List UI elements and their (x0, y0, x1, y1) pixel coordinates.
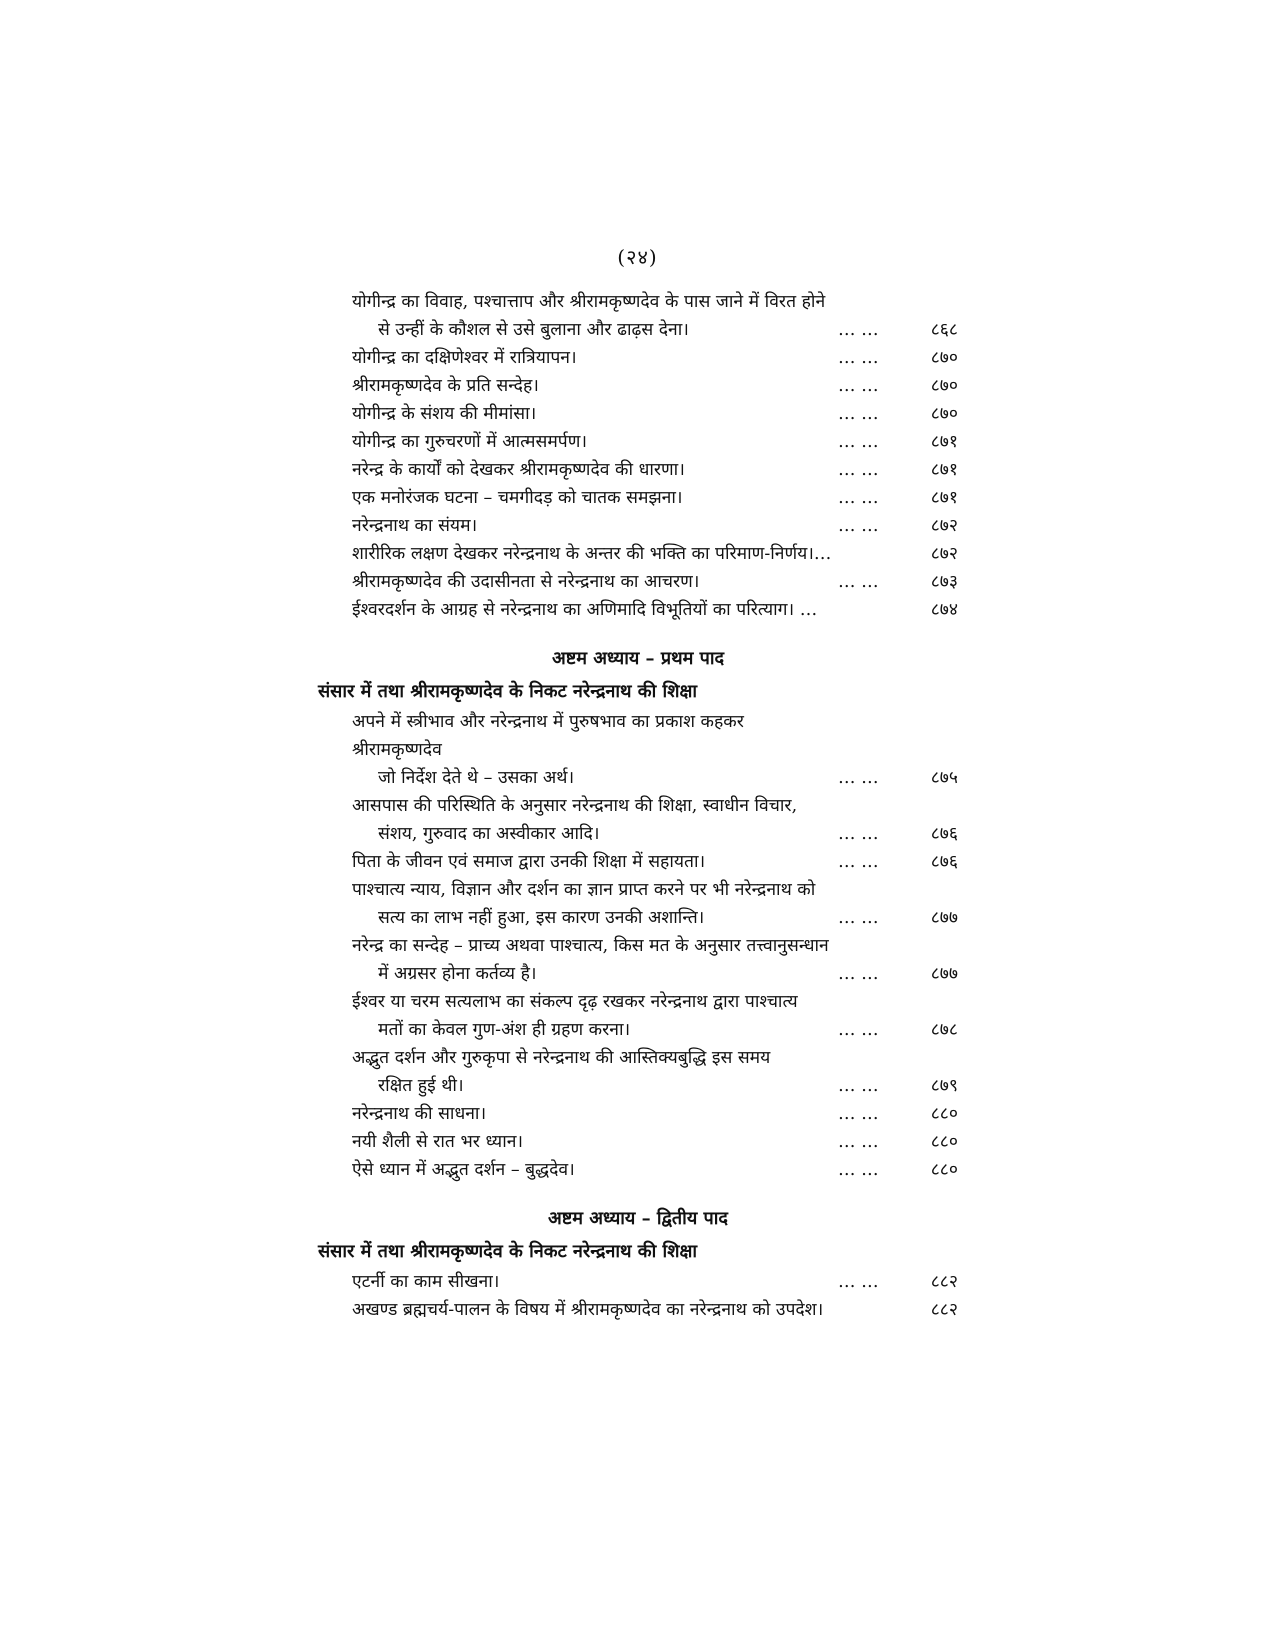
toc-entry-page: ८७६ (930, 852, 958, 872)
toc-entry (318, 988, 958, 1044)
toc-entry-leader: … … (838, 964, 879, 984)
toc-entry-page: ८७७ (930, 908, 958, 928)
table-of-contents (318, 288, 958, 1324)
toc-entry (318, 596, 958, 624)
toc-entry-page: ८७४ (930, 600, 958, 620)
toc-entry-continuation: रक्षित हुई थी। (378, 1076, 464, 1096)
toc-entry (318, 848, 958, 876)
toc-entry-title (318, 708, 838, 792)
toc-entry (318, 512, 958, 540)
toc-block-part-1 (318, 708, 958, 1184)
toc-block-part-2 (318, 1268, 958, 1324)
toc-entry-title (318, 372, 838, 400)
toc-entry-line: पाश्चात्य न्याय, विज्ञान और दर्शन का ज्ञान प्राप्त करने पर भी नरेन्द्रनाथ को (352, 880, 816, 900)
toc-entry-leader: … … (838, 488, 879, 508)
toc-entry-page: ८७८ (930, 1020, 958, 1040)
toc-entry-line: अखण्ड ब्रह्मचर्य-पालन के विषय में श्रीरामकृष्णदेव का नरेन्द्रनाथ को उपदेश। (352, 1300, 824, 1320)
toc-entry-title (318, 596, 838, 624)
toc-entry-page: ८७५ (930, 768, 958, 788)
toc-entry-line: एटर्नी का काम सीखना। (352, 1272, 500, 1292)
toc-entry-line: योगीन्द्र का गुरुचरणों में आत्मसमर्पण। (352, 432, 588, 452)
toc-entry-page: ८७० (930, 348, 958, 368)
toc-entry-title (318, 456, 838, 484)
toc-entry-leader: … … (838, 1076, 879, 1096)
toc-entry-line: ईश्वरदर्शन के आग्रह से नरेन्द्रनाथ का अणिमादि विभूतियों का परित्याग। … (352, 600, 818, 620)
toc-entry-page: ८७३ (930, 572, 958, 592)
toc-entry-line: नयी शैली से रात भर ध्यान। (352, 1132, 524, 1152)
toc-entry-page: ८८० (930, 1132, 958, 1152)
toc-entry (318, 1128, 958, 1156)
toc-entry-leader: … … (838, 1020, 879, 1040)
toc-entry-line: पिता के जीवन एवं समाज द्वारा उनकी शिक्षा में सहायता। (352, 852, 706, 872)
toc-entry (318, 288, 958, 344)
toc-entry-page: ८७१ (930, 488, 958, 508)
toc-entry-title (318, 288, 838, 344)
toc-entry-line: अद्भुत दर्शन और गुरुकृपा से नरेन्द्रनाथ की आस्तिक्यबुद्धि इस समय (352, 1048, 771, 1068)
toc-entry-continuation: संशय, गुरुवाद का अस्वीकार आदि। (378, 824, 600, 844)
toc-entry-leader: … … (838, 460, 879, 480)
toc-entry (318, 876, 958, 932)
toc-entry (318, 708, 958, 792)
toc-entry (318, 540, 958, 568)
toc-entry-leader: … … (838, 320, 879, 340)
toc-entry-line: श्रीरामकृष्णदेव की उदासीनता से नरेन्द्रनाथ का आचरण। (352, 572, 700, 592)
toc-entry-page: ८८२ (930, 1300, 958, 1320)
toc-entry (318, 1156, 958, 1184)
toc-entry (318, 372, 958, 400)
toc-entry-title (318, 344, 838, 372)
toc-entry-leader: … … (838, 852, 879, 872)
toc-entry-continuation: में अग्रसर होना कर्तव्य है। (378, 964, 537, 984)
toc-entry-page: ८७९ (930, 1076, 958, 1096)
toc-entry-title (318, 1128, 838, 1156)
toc-entry-page: ८८२ (930, 1272, 958, 1292)
toc-entry (318, 1044, 958, 1100)
toc-entry-page: ८७६ (930, 824, 958, 844)
toc-entry-leader: … … (838, 1104, 879, 1124)
chapter-subtitle-part-1: संसार में तथा श्रीरामकृष्णदेव के निकट नरेन्द्रनाथ की शिक्षा (318, 681, 698, 702)
toc-entry-line: आसपास की परिस्थिति के अनुसार नरेन्द्रनाथ की शिक्षा, स्वाधीन विचार, (352, 796, 798, 816)
toc-entry-page: ८७० (930, 376, 958, 396)
toc-entry-page: ८७२ (930, 544, 958, 564)
toc-entry-line: योगीन्द्र के संशय की मीमांसा। (352, 404, 537, 424)
toc-block-continued (318, 288, 958, 624)
toc-entry (318, 456, 958, 484)
toc-entry-title (318, 876, 838, 932)
toc-entry (318, 344, 958, 372)
toc-entry-line: एक मनोरंजक घटना – चमगीदड़ को चातक समझना। (352, 488, 683, 508)
toc-entry-page: ८६८ (930, 320, 958, 340)
toc-entry-page: ८७७ (930, 964, 958, 984)
toc-entry-title (318, 848, 838, 876)
toc-entry-title (318, 932, 838, 988)
chapter-heading-part-2: अष्टम अध्याय – द्वितीय पाद (548, 1208, 728, 1229)
toc-entry-continuation: मतों का केवल गुण-अंश ही ग्रहण करना। (378, 1020, 631, 1040)
toc-entry (318, 932, 958, 988)
toc-entry-title (318, 988, 838, 1044)
toc-entry-continuation: से उन्हीं के कौशल से उसे बुलाना और ढाढ़स देना। (378, 320, 689, 340)
toc-entry-page: ८७२ (930, 516, 958, 536)
toc-entry-line: श्रीरामकृष्णदेव के प्रति सन्देह। (352, 376, 539, 396)
toc-entry-page: ८७० (930, 404, 958, 424)
toc-entry-leader: … … (838, 432, 879, 452)
toc-entry (318, 484, 958, 512)
toc-entry-line: ऐसे ध्यान में अद्भुत दर्शन – बुद्धदेव। (352, 1160, 575, 1180)
toc-entry (318, 1268, 958, 1296)
toc-entry-title (318, 400, 838, 428)
toc-entry (318, 400, 958, 428)
toc-entry-continuation: जो निर्देश देते थे – उसका अर्थ। (378, 768, 575, 788)
toc-entry-leader: … … (838, 1132, 879, 1152)
toc-entry-line: नरेन्द्रनाथ का संयम। (352, 516, 478, 536)
toc-entry (318, 568, 958, 596)
toc-entry-title (318, 428, 838, 456)
toc-entry-line: नरेन्द्रनाथ की साधना। (352, 1104, 487, 1124)
toc-entry-title (318, 512, 838, 540)
toc-entry-line: योगीन्द्र का विवाह, पश्चात्ताप और श्रीरामकृष्णदेव के पास जाने में विरत होने (352, 292, 826, 312)
toc-entry-title (318, 1156, 838, 1184)
toc-entry-line: ईश्वर या चरम सत्यलाभ का संकल्प दृढ़ रखकर नरेन्द्रनाथ द्वारा पाश्चात्य (352, 992, 798, 1012)
toc-entry-line: शारीरिक लक्षण देखकर नरेन्द्रनाथ के अन्तर की भक्ति का परिमाण-निर्णय।… (352, 544, 832, 564)
toc-entry-line: नरेन्द्र का सन्देह – प्राच्य अथवा पाश्चात्य, किस मत के अनुसार तत्त्वानुसन्धान (352, 936, 829, 956)
toc-entry-line: योगीन्द्र का दक्षिणेश्वर में रात्रियापन। (352, 348, 577, 368)
toc-entry-title (318, 1044, 838, 1100)
toc-entry (318, 792, 958, 848)
toc-entry-page: ८७१ (930, 460, 958, 480)
toc-entry-leader: … … (838, 1160, 879, 1180)
toc-entry-leader: … … (838, 908, 879, 928)
toc-entry-leader: … … (838, 516, 879, 536)
toc-entry-leader: … … (838, 824, 879, 844)
toc-entry-page: ८८० (930, 1160, 958, 1180)
toc-entry-leader: … … (838, 572, 879, 592)
toc-entry-leader: … … (838, 348, 879, 368)
toc-entry-leader: … … (838, 404, 879, 424)
toc-entry (318, 1100, 958, 1128)
toc-entry-leader: … … (838, 1272, 879, 1292)
toc-entry-line: नरेन्द्र के कार्यों को देखकर श्रीरामकृष्णदेव की धारणा। (352, 460, 685, 480)
toc-entry-page: ८७१ (930, 432, 958, 452)
toc-entry-leader: … … (838, 768, 879, 788)
chapter-subtitle-part-2: संसार में तथा श्रीरामकृष्णदेव के निकट नरेन्द्रनाथ की शिक्षा (318, 1241, 698, 1262)
toc-entry-title (318, 484, 838, 512)
toc-entry-title (318, 1296, 838, 1324)
toc-entry-title (318, 1100, 838, 1128)
toc-entry-line: अपने में स्त्रीभाव और नरेन्द्रनाथ में पुरुषभाव का प्रकाश कहकर श्रीरामकृष्णदेव (352, 712, 744, 760)
toc-entry (318, 1296, 958, 1324)
page-number: (२४) (617, 245, 658, 269)
chapter-heading-part-1: अष्टम अध्याय – प्रथम पाद (551, 648, 725, 669)
toc-entry-title (318, 540, 838, 568)
toc-entry-title (318, 792, 838, 848)
toc-entry-page: ८८० (930, 1104, 958, 1124)
toc-entry-leader: … … (838, 376, 879, 396)
toc-entry-title (318, 1268, 838, 1296)
toc-entry-title (318, 568, 838, 596)
toc-entry-continuation: सत्य का लाभ नहीं हुआ, इस कारण उनकी अशान्ति। (378, 908, 705, 928)
toc-entry (318, 428, 958, 456)
